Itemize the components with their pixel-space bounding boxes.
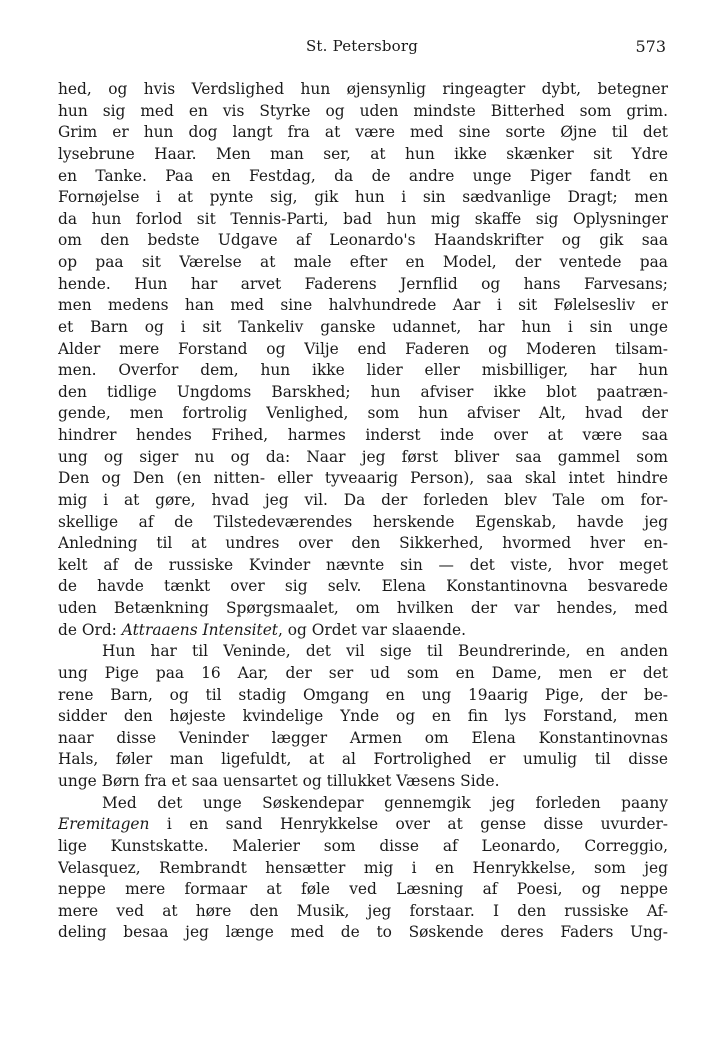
text-line [58, 533, 668, 555]
text-segment: sidder den højeste kvindelige Ynde og en fin lys Forstand, men [58, 707, 668, 726]
text-line [58, 317, 668, 339]
text-line [58, 339, 668, 361]
text-line [58, 620, 668, 642]
text-segment: ung og siger nu og da: Naar jeg først bliver saa gammel som [58, 447, 668, 466]
text-segment: om den bedste Udgave af Leonardo's Haandskrifter og gik saa [58, 231, 668, 250]
text-line [58, 879, 668, 901]
body-text [58, 79, 668, 944]
text-segment: men. Overfor dem, hun ikke lider eller misbilliger, har hun [58, 361, 668, 380]
text-line [58, 598, 668, 620]
text-line [58, 576, 668, 598]
text-segment: men medens han med sine halvhundrede Aar i sit Følelsesliv er [58, 296, 668, 315]
text-line [58, 166, 668, 188]
text-line [58, 793, 668, 815]
text-segment: kelt af de russiske Kvinder nævnte sin — det viste, hvor meget [58, 555, 668, 574]
text-segment: hende. Hun har arvet Faderens Jernflid og hans Farvesans; [58, 274, 668, 293]
italic-text: Eremitagen [58, 815, 150, 834]
text-line [58, 230, 668, 252]
text-line [58, 403, 668, 425]
text-segment: den tidlige Ungdoms Barskhed; hun afviser ikke blot paatræn- [58, 382, 668, 401]
text-segment: hindrer hendes Frihed, harmes inderst inde over at være saa [58, 426, 668, 444]
text-line [58, 360, 668, 382]
text-segment: Velasquez, Rembrandt hensætter mig i en Henrykkelse, som jeg [58, 858, 668, 877]
text-segment: Alder mere Forstand og Vilje end Faderen og Moderen tilsam- [58, 339, 668, 358]
text-segment: neppe mere formaar at føle ved Læsning af Poesi, og neppe [58, 880, 668, 899]
text-segment: unge Børn fra et saa uensartet og tillukket Væsens Side. [58, 772, 500, 790]
text-line [58, 468, 668, 490]
text-segment: hed, og hvis Verdslighed hun øjensynlig ringeagter dybt, betegner [58, 80, 668, 98]
text-segment: de Ord: [58, 620, 122, 639]
text-line [58, 122, 668, 144]
text-segment: et Barn og i sit Tankeliv ganske udannet, har hun i sin unge [58, 317, 668, 336]
text-line [58, 555, 668, 577]
text-segment: rene Barn, og til stadig Omgang en ung 19aarig Pige, der be- [58, 685, 668, 704]
text-segment: de havde tænkt over sig selv. Elena Konstantinovna besvarede [58, 577, 668, 596]
text-segment: Hun har til Veninde, det vil sige til Beundrerinde, en anden [102, 642, 668, 661]
text-segment: Anledning til at undres over den Sikkerhed, hvormed hver en- [58, 534, 668, 553]
text-line [58, 728, 668, 750]
text-line [58, 706, 668, 728]
text-segment: mere ved at høre den Musik, jeg forstaar. I den russiske Af- [58, 901, 668, 920]
text-segment: , og Ordet var slaaende. [278, 620, 466, 639]
text-line [58, 209, 668, 231]
text-segment: gende, men fortrolig Venlighed, som hun afviser Alt, hvad der [58, 404, 668, 423]
text-segment: uden Betænkning Spørgsmaalet, om hvilken der var hendes, med [58, 599, 668, 617]
text-segment: Med det unge Søskendepar gennemgik jeg forleden paany [102, 793, 668, 812]
text-line [58, 922, 668, 944]
text-line [58, 749, 668, 771]
text-line [58, 252, 668, 274]
text-line [58, 187, 668, 209]
text-line [58, 901, 668, 923]
text-line [58, 79, 668, 101]
text-segment: hun sig med en vis Styrke og uden mindste Bitterhed som grim. [58, 101, 668, 120]
text-line [58, 512, 668, 534]
text-line [58, 771, 668, 793]
text-segment: da hun forlod sit Tennis-Parti, bad hun mig skaffe sig Oplysninger [58, 209, 668, 228]
page-number: 573 [635, 37, 666, 56]
text-segment: i en sand Henrykkelse over at gense disse uvurder- [149, 815, 668, 834]
text-line [58, 663, 668, 685]
text-line [58, 101, 668, 123]
text-line [58, 858, 668, 880]
text-line [58, 144, 668, 166]
text-segment: skellige af de Tilstedeværendes herskende Egenskab, havde jeg [58, 512, 668, 531]
text-segment: lige Kunstskatte. Malerier som disse af Leonardo, Correggio, [58, 836, 668, 855]
page-header [58, 37, 666, 59]
text-segment: naar disse Veninder lægger Armen om Elena Konstantinovnas [58, 728, 668, 747]
text-segment: deling besaa jeg længe med de to Søskende deres Faders Ung- [58, 923, 668, 942]
running-title: St. Petersborg [305, 37, 419, 55]
text-segment: mig i at gøre, hvad jeg vil. Da der forleden blev Tale om for- [58, 490, 668, 509]
text-line [58, 641, 668, 663]
text-segment: lysebrune Haar. Men man ser, at hun ikke skænker sit Ydre [58, 144, 668, 163]
text-line [58, 447, 668, 469]
italic-text: Attraaens Intensitet [121, 620, 278, 639]
text-segment: Fornøjelse i at pynte sig, gik hun i sin sædvanlige Dragt; men [58, 188, 668, 207]
text-line [58, 382, 668, 404]
text-line [58, 685, 668, 707]
text-line [58, 274, 668, 296]
text-line [58, 814, 668, 836]
text-line [58, 295, 668, 317]
text-segment: en Tanke. Paa en Festdag, da de andre unge Piger fandt en [58, 166, 668, 185]
text-segment: Hals, føler man ligefuldt, at al Fortrolighed er umulig til disse [58, 750, 668, 769]
text-segment: Den og Den (en nitten- eller tyveaarig Person), saa skal intet hindre [58, 469, 668, 488]
text-line [58, 490, 668, 512]
text-segment: op paa sit Værelse at male efter en Model, der ventede paa [58, 253, 668, 271]
text-segment: Grim er hun dog langt fra at være med sine sorte Øjne til det [58, 123, 668, 142]
text-line [58, 836, 668, 858]
text-segment: ung Pige paa 16 Aar, der ser ud som en Dame, men er det [58, 663, 668, 682]
text-line [58, 425, 668, 447]
